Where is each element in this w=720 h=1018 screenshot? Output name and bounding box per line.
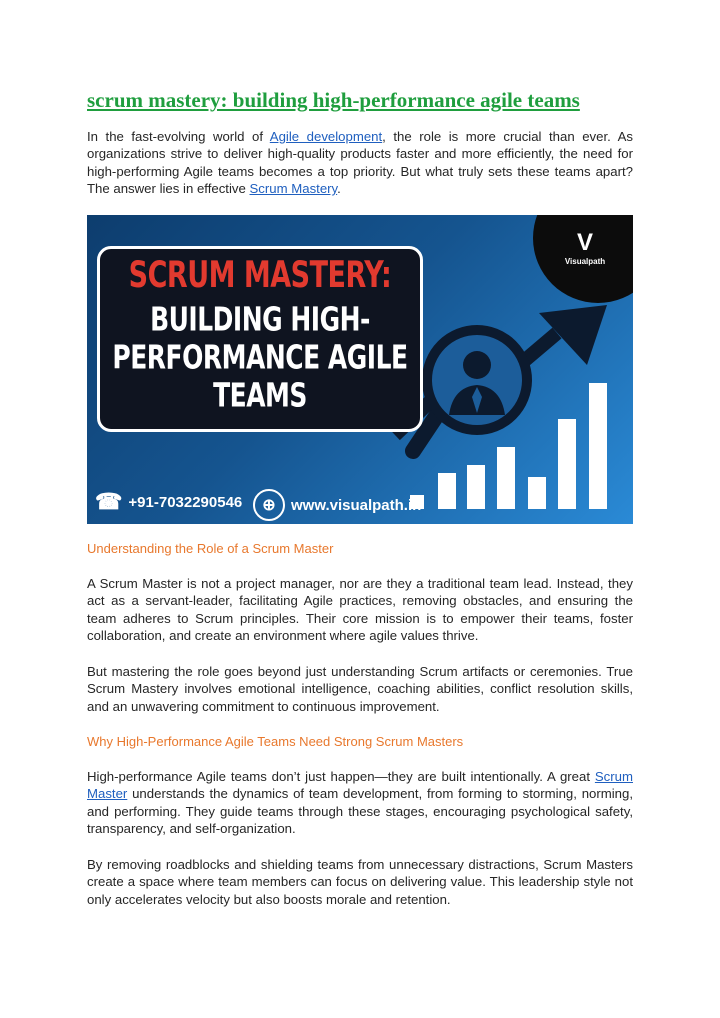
website-url: www.visualpath.in bbox=[291, 496, 422, 514]
globe-icon: ⊕ bbox=[253, 489, 285, 521]
logo-name: Visualpath bbox=[564, 257, 606, 266]
banner-title-line1: SCRUM MASTERY: bbox=[128, 254, 392, 297]
growth-bar bbox=[467, 465, 485, 509]
intro-text-start: In the fast-evolving world of bbox=[87, 129, 270, 144]
logo-mark: V bbox=[576, 229, 593, 256]
phone-icon: ☎ bbox=[95, 489, 123, 514]
section2-paragraph1 bbox=[87, 768, 633, 838]
banner-title-line3: PERFORMANCE AGILE bbox=[112, 338, 408, 377]
section1-paragraph2: But mastering the role goes beyond just understanding Scrum artifacts or ceremonies. True Scrum Mastery involves emotional intelligence, coaching abilities, conflict resolution skills, and an unwavering commitment to continuous improvement. bbox=[87, 664, 633, 714]
section2-paragraph2: By removing roadblocks and shielding teams from unnecessary distractions, Scrum Masters create a space where team members can focus on delivering value. This leadership style not only accelerates velocity but also boosts morale and retention. bbox=[87, 857, 633, 907]
growth-bar bbox=[558, 419, 576, 509]
growth-bar bbox=[438, 473, 456, 509]
magnifier-person-icon bbox=[413, 330, 527, 451]
website-contact bbox=[253, 489, 421, 521]
intro-paragraph bbox=[87, 128, 633, 198]
intro-text-end: . bbox=[337, 181, 341, 197]
banner-title-line4: TEAMS bbox=[213, 376, 307, 415]
section2-heading: Why High-Performance Agile Teams Need Strong Scrum Masters bbox=[87, 734, 464, 749]
banner-title-box bbox=[97, 246, 423, 432]
phone-contact bbox=[95, 489, 242, 515]
banner-image bbox=[87, 215, 633, 524]
section1-heading: Understanding the Role of a Scrum Master bbox=[87, 541, 334, 556]
growth-bar bbox=[497, 447, 515, 509]
scrum-mastery-link[interactable]: Scrum Mastery bbox=[249, 181, 338, 197]
intro-text-middle: , the role is more crucial than ever. As organizations strive to deliver high-quality products faster and more efficiently, the need for high-performing Agile teams becomes a top priority. But what truly sets these teams apart? The answer lies in effective bbox=[87, 129, 633, 197]
section2-text-end: understands the dynamics of team development, from forming to storming, norming, and performing. They guide teams through these stages, encouraging psychological safety, transparency, and self-organization. bbox=[87, 786, 633, 837]
growth-bar bbox=[589, 383, 607, 509]
page-title: scrum mastery: building high-performance agile teams bbox=[87, 88, 580, 112]
banner-title-line2: BUILDING HIGH- bbox=[150, 300, 370, 339]
section2-text-start: High-performance Agile teams don’t just happen—they are built intentionally. A great bbox=[87, 769, 595, 784]
growth-bar bbox=[528, 477, 546, 509]
phone-number: +91-7032290546 bbox=[128, 493, 243, 511]
section1-paragraph1: A Scrum Master is not a project manager, nor are they a traditional team lead. Instead, they act as a servant-leader, facilitating Agile practices, removing obstacles, and ensuring the team adheres to Scrum principles. Their core mission is to empower their teams, foster collaboration, and create an environment where agile values thrive. bbox=[87, 576, 633, 644]
scrum-master-link[interactable]: Scrum Master bbox=[87, 769, 633, 802]
agile-development-link[interactable]: Agile development bbox=[269, 129, 383, 144]
